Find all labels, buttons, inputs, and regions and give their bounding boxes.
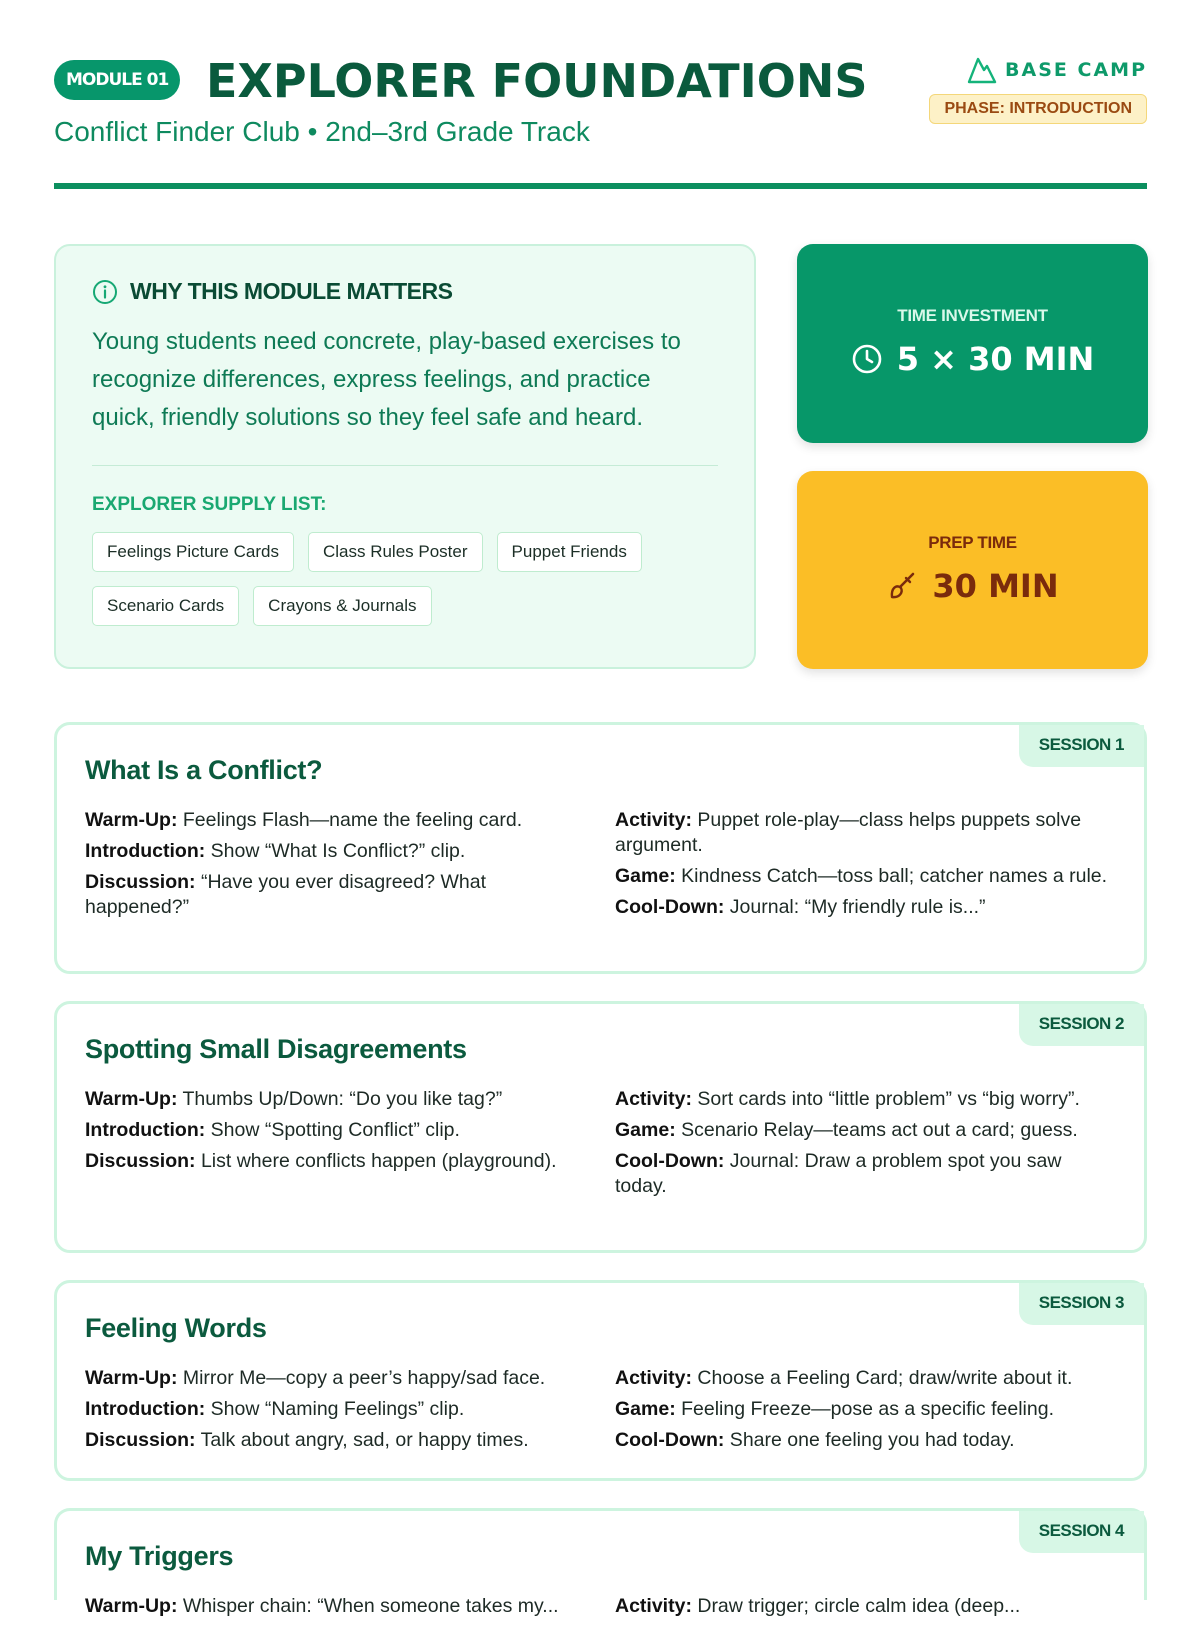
session-item [615,864,1115,889]
session-item [85,1397,585,1422]
item-text: Scenario Relay—teams act out a card; guess. [675,1119,1078,1141]
item-label: Game: [615,865,676,887]
session-card [54,1508,1147,1617]
brand [967,56,1147,84]
item-label: Introduction: [85,1398,206,1420]
item-label: Activity: [615,1367,692,1389]
time-investment-card [797,244,1148,443]
module-badge: MODULE 01 [54,60,180,100]
supply-chip: Scenario Cards [92,586,239,626]
session-item [615,1118,1115,1143]
supply-list [92,532,692,626]
item-label: Game: [615,1119,676,1141]
session-card [54,1280,1147,1481]
session-item [615,1149,1115,1199]
session-item [85,1366,585,1391]
item-text: Talk about angry, sad, or happy times. [195,1429,529,1451]
item-label: Introduction: [85,1119,206,1141]
item-text: Sort cards into “little problem” vs “big worry”. [691,1088,1080,1110]
item-text: Thumbs Up/Down: “Do you like tag?” [177,1088,503,1110]
session-item [615,1594,1115,1619]
session-item [85,1087,585,1112]
why-title: WHY THIS MODULE MATTERS [130,278,453,304]
session-item [615,1428,1115,1453]
page-subtitle: Conflict Finder Club • 2nd–3rd Grade Track [54,116,590,147]
item-text: Whisper chain: “When someone takes my... [177,1595,559,1617]
item-label: Warm-Up: [85,1088,178,1110]
session-title: What Is a Conflict? [85,755,323,785]
session-tag: SESSION 3 [1019,1283,1144,1325]
session-title: My Triggers [85,1541,234,1571]
clock-icon [851,343,883,375]
session-left-column [85,1366,585,1459]
prep-time-card [797,471,1148,669]
session-right-column [615,808,1115,926]
session-left-column [85,1594,585,1625]
session-tag: SESSION 2 [1019,1004,1144,1046]
prep-label: PREP TIME [928,533,1017,552]
item-label: Activity: [615,809,692,831]
item-label: Discussion: [85,1150,196,1172]
session-title: Feeling Words [85,1313,267,1343]
session-item [85,870,585,920]
info-icon [92,279,118,305]
item-label: Warm-Up: [85,1367,178,1389]
item-label: Discussion: [85,871,196,893]
session-item [615,895,1115,920]
supply-chip: Feelings Picture Cards [92,532,294,572]
session-item [85,1594,585,1619]
item-text: Feeling Freeze—pose as a specific feeling. [675,1398,1054,1420]
session-tag: SESSION 1 [1019,725,1144,767]
session-item [85,1149,585,1174]
session-card [54,1001,1147,1253]
session-right-column [615,1087,1115,1205]
why-text: Young students need concrete, play-based exercises to recognize differences, express feelings, and practice quick, friendly solutions so they feel safe and heard. [92,328,681,431]
session-tag: SESSION 4 [1019,1511,1144,1553]
session-item [85,839,585,864]
session-title: Spotting Small Disagreements [85,1034,467,1064]
session-item [85,808,585,833]
item-label: Discussion: [85,1429,196,1451]
item-label: Introduction: [85,840,206,862]
brand-name: BASE CAMP [1005,59,1147,81]
supply-chip: Crayons & Journals [253,586,431,626]
item-text: Mirror Me—copy a peer’s happy/sad face. [177,1367,546,1389]
session-right-column [615,1594,1115,1625]
time-label: TIME INVESTMENT [897,306,1048,325]
item-label: Activity: [615,1088,692,1110]
item-label: Cool-Down: [615,1429,725,1451]
phase-badge: PHASE: INTRODUCTION [929,94,1147,124]
session-right-column [615,1366,1115,1459]
item-label: Cool-Down: [615,1150,725,1172]
item-label: Warm-Up: [85,809,178,831]
session-left-column [85,1087,585,1205]
why-divider [92,465,718,466]
session-item [615,1366,1115,1391]
brush-icon [886,570,918,602]
item-text: Share one feeling you had today. [724,1429,1015,1451]
item-text: Show “What Is Conflict?” clip. [205,840,466,862]
item-text: Journal: “My friendly rule is...” [724,896,986,918]
session-item [615,808,1115,858]
why-header [92,278,718,305]
prep-value: 30 MIN [932,567,1059,605]
item-label: Cool-Down: [615,896,725,918]
item-label: Game: [615,1398,676,1420]
session-left-column [85,808,585,926]
item-label: Activity: [615,1595,692,1617]
session-item [615,1087,1115,1112]
module-header [54,50,1147,190]
prep-value-row [797,567,1148,605]
item-text: Feelings Flash—name the feeling card. [177,809,523,831]
session-item [615,1397,1115,1422]
supply-chip: Puppet Friends [497,532,642,572]
page-title: EXPLORER FOUNDATIONS [206,54,868,108]
item-text: Draw trigger; circle calm idea (deep... [691,1595,1021,1617]
item-text: Show “Spotting Conflict” clip. [205,1119,460,1141]
item-text: Kindness Catch—toss ball; catcher names a rule. [675,865,1108,887]
time-value: 5 × 30 MIN [896,340,1095,378]
item-text: Choose a Feeling Card; draw/write about it. [691,1367,1073,1389]
why-card [54,244,756,669]
time-value-row [797,340,1148,378]
supply-chip: Class Rules Poster [308,532,483,572]
mountain-icon [967,56,997,84]
supply-label: EXPLORER SUPPLY LIST: [92,494,327,515]
session-item [85,1428,585,1453]
session-card [54,722,1147,974]
item-text: Show “Naming Feelings” clip. [205,1398,465,1420]
header-divider [54,183,1147,189]
item-text: List where conflicts happen (playground). [195,1150,557,1172]
item-text: “Have you ever disagreed? What happened?” [85,871,487,918]
item-text: Journal: Draw a problem spot you saw today. [615,1150,1062,1197]
session-item [85,1118,585,1143]
item-label: Warm-Up: [85,1595,178,1617]
item-text: Puppet role-play—class helps puppets solve argument. [615,809,1082,856]
